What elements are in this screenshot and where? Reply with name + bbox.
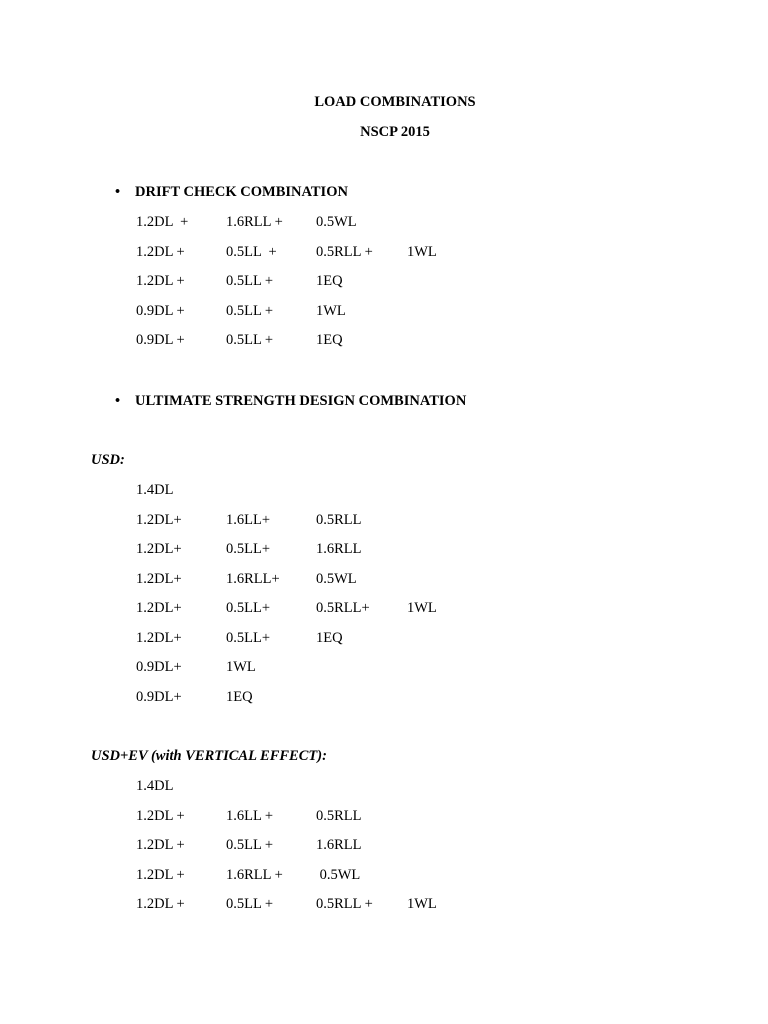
- load-term: 1WL: [407, 896, 437, 912]
- load-term: 1.2DL +: [136, 214, 189, 230]
- drift-check-heading-text: DRIFT CHECK COMBINATION: [135, 184, 348, 200]
- load-term: 0.5LL +: [226, 837, 274, 853]
- load-term: 0.5LL +: [226, 332, 274, 348]
- load-term: 0.5LL +: [226, 243, 277, 260]
- load-term: 1.2DL +: [136, 837, 185, 853]
- load-term: 0.5LL+: [226, 629, 271, 646]
- usd-section-heading: [115, 392, 466, 410]
- load-term: 1.2DL+: [136, 511, 182, 528]
- load-term: 1WL: [226, 659, 256, 675]
- load-term: 0.5RLL+: [316, 600, 370, 616]
- load-term: 0.5WL: [316, 214, 357, 230]
- load-term: 1.6RLL: [316, 837, 362, 853]
- load-term: 0.5LL +: [226, 273, 274, 289]
- load-term: 1.2DL +: [136, 896, 185, 912]
- load-term: 0.5RLL +: [316, 243, 373, 260]
- load-term: 0.9DL +: [136, 302, 185, 319]
- load-term: 1.2DL+: [136, 600, 182, 616]
- load-term: 1.2DL +: [136, 866, 185, 883]
- document-title: LOAD COMBINATIONS: [314, 94, 476, 110]
- load-term: 1.2DL +: [136, 273, 185, 289]
- load-term: 1.2DL+: [136, 629, 182, 646]
- load-term: 1WL: [407, 243, 437, 260]
- load-term: 0.9DL+: [136, 659, 182, 675]
- drift-check-heading: [115, 183, 348, 201]
- bullet-marker: •: [115, 184, 121, 200]
- bullet-marker: •: [115, 393, 121, 409]
- load-term: 1EQ: [316, 273, 343, 289]
- load-term: 1.6RLL: [316, 541, 362, 557]
- load-term: 0.5LL+: [226, 600, 271, 616]
- load-term: 1.2DL +: [136, 807, 185, 824]
- load-term: 1.4DL: [136, 778, 174, 794]
- load-term: 0.9DL +: [136, 332, 185, 348]
- load-term: 1WL: [407, 600, 437, 616]
- load-term: 0.5LL+: [226, 541, 271, 557]
- usd-ev-label: USD+EV (with VERTICAL EFFECT):: [91, 748, 327, 764]
- usd-label: USD:: [91, 452, 125, 468]
- load-term: 1WL: [316, 302, 346, 319]
- load-term: 0.5WL: [316, 866, 361, 883]
- load-term: 1.6LL +: [226, 807, 274, 824]
- document-subtitle: NSCP 2015: [360, 124, 430, 140]
- load-term: 0.5LL +: [226, 302, 274, 319]
- load-term: 0.5WL: [316, 570, 357, 587]
- load-term: 0.5RLL: [316, 807, 362, 824]
- load-term: 1.2DL +: [136, 243, 185, 260]
- load-term: 1.2DL+: [136, 541, 182, 557]
- load-term: 1.2DL+: [136, 570, 182, 587]
- load-term: 0.9DL+: [136, 688, 182, 705]
- load-term: 0.5LL +: [226, 896, 274, 912]
- load-term: 0.5RLL +: [316, 896, 373, 912]
- load-term: 1EQ: [316, 332, 343, 348]
- load-term: 1.6LL+: [226, 511, 271, 528]
- load-term: 1.6RLL +: [226, 214, 283, 230]
- load-term: 1EQ: [226, 688, 253, 705]
- load-term: 1EQ: [316, 629, 343, 646]
- usd-section-heading-text: ULTIMATE STRENGTH DESIGN COMBINATION: [135, 393, 467, 409]
- load-term: 1.6RLL+: [226, 570, 280, 587]
- load-term: 1.4DL: [136, 482, 174, 498]
- load-term: 1.6RLL +: [226, 866, 283, 883]
- load-term: 0.5RLL: [316, 511, 362, 528]
